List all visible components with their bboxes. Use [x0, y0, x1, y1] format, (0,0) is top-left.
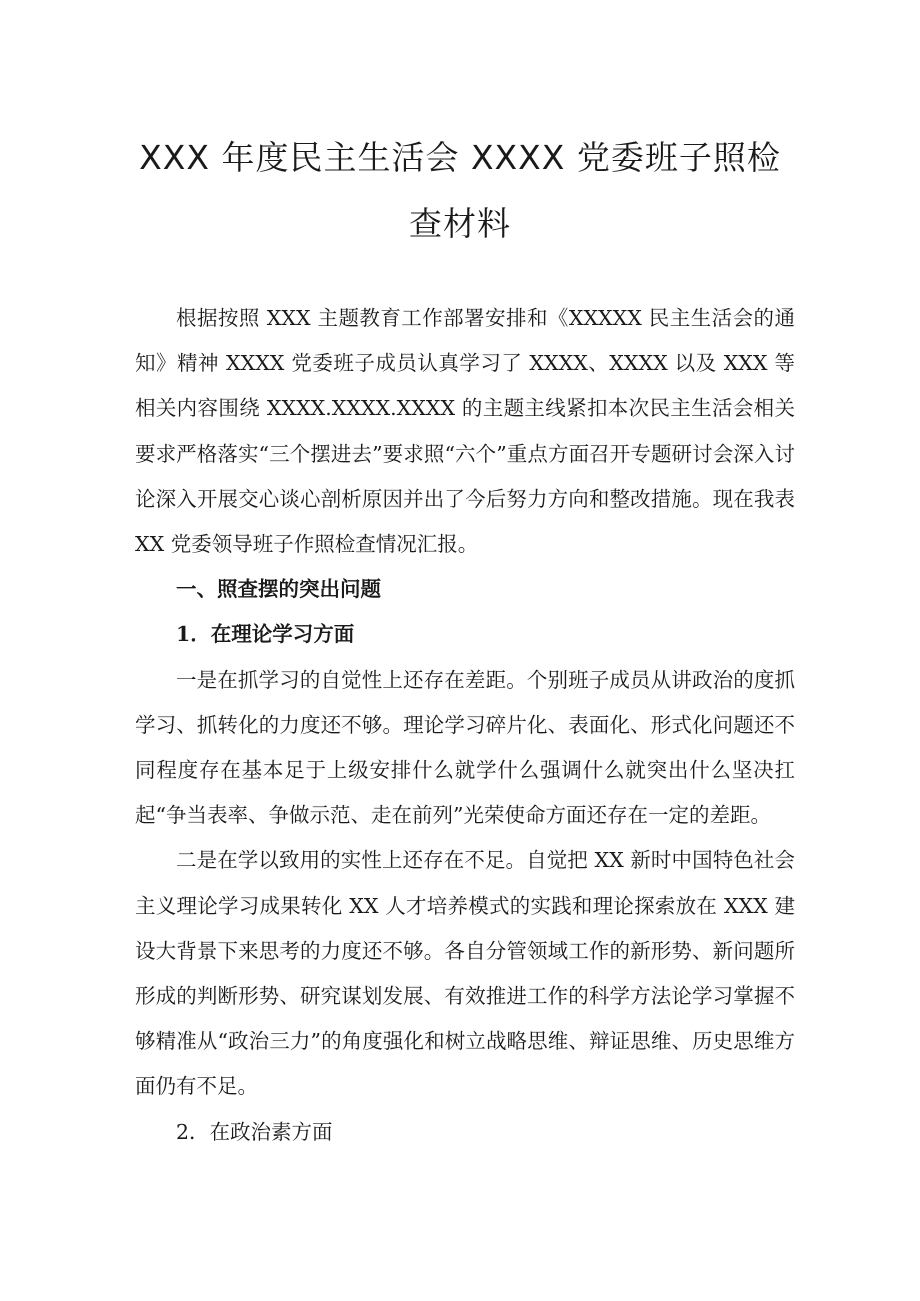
subsection-heading-1: 1．在理论学习方面 [176, 622, 355, 647]
paragraph-1: 一是在抓学习的自觉性上还存在差距。个别班子成员从讲政治的度抓学习、抓转化的力度还不够。理论学习碎片化、表面化、形式化问题还不同程度存在基本足于上级安排什么就学什么强调什么就突出什么坚决扛起“争当表率、争做示范、走在前列”光荣使命方面还存在一定的差距。 [135, 667, 795, 828]
document-body [135, 296, 795, 1155]
document-title-line-2: 查材料 [409, 204, 511, 243]
intro-paragraph: 根据按照 XXX 主题教育工作部署安排和《XXXXX 民主生活会的通知》精神 XXXX 党委班子成员认真学习了 XXXX、XXXX 以及 XXX 等相关内容围绕 XXXX.XXXX.XXXX 的主题主线紧扣本次民主生活会相关要求严格落实“三个摆进去”要求照“六个”重点方面召开专题研讨会深入讨论深入开展交心谈心剖析原因并出了今后努力方向和整改措施。现在我表 XX 党委领导班子作照检查情况汇报。 [135, 306, 795, 557]
section-heading-1: 一、照查摆的突出问题 [176, 577, 381, 602]
paragraph-2: 二是在学以致用的实性上还存在不足。自觉把 XX 新时中国特色社会主义理论学习成果转化 XX 人才培养模式的实践和理论探索放在 XXX 建设大背景下来思考的力度还不够。各自分管领域工作的新形势、新问题所形成的判断形势、研究谋划发展、有效推进工作的科学方法论学习掌握不够精准从“政治三力”的角度强化和树立战略思维、辩证思维、历史思维方面仍有不足。 [135, 848, 795, 1099]
document-title-line-1: XXX 年度民主生活会 XXXX 党委班子照检 [139, 138, 781, 177]
subsection-heading-2: 2．在政治素方面 [176, 1119, 333, 1144]
